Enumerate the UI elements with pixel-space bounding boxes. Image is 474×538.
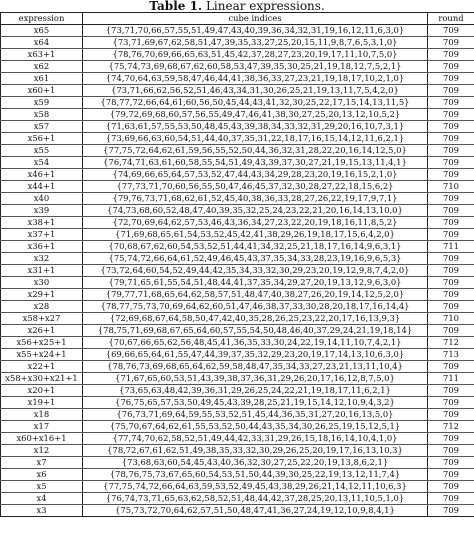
caption-text: Linear expressions. (205, 0, 325, 12)
round-cell: 709 (428, 469, 474, 481)
table-row (1, 97, 474, 109)
expression-cell: x7 (1, 457, 83, 469)
round-cell: 709 (428, 73, 474, 85)
cube-indices-cell: {78,77,72,66,64,61,60,56,50,45,44,43,41,32,30,25,22,17,15,14,13,11,5} (83, 97, 428, 109)
cube-indices-cell: {73,72,64,60,54,52,49,44,42,35,34,33,32,30,29,23,20,19,12,9,8,7,4,2,0} (83, 265, 428, 277)
cube-indices-cell: {73,71,69,67,62,58,51,47,39,35,33,27,25,20,15,11,9,8,7,6,5,3,1,0} (83, 37, 428, 49)
table-caption (0, 0, 474, 12)
expression-cell: x58+x27 (1, 313, 83, 325)
table-row (1, 505, 474, 517)
cube-indices-cell: {73,68,63,60,54,45,43,40,36,32,30,27,25,22,20,19,13,8,6,2,1} (83, 457, 428, 469)
round-cell: 709 (428, 61, 474, 73)
round-cell: 709 (428, 109, 474, 121)
round-cell: 710 (428, 313, 474, 325)
cube-indices-cell: {79,72,69,68,60,57,56,55,49,47,46,41,38,30,27,25,20,13,12,10,5,2} (83, 109, 428, 121)
header-row (1, 13, 474, 25)
table-row (1, 85, 474, 97)
table-row (1, 301, 474, 313)
expression-cell: x31+1 (1, 265, 83, 277)
round-cell: 709 (428, 169, 474, 181)
table-row (1, 421, 474, 433)
table-row (1, 313, 474, 325)
table-row (1, 397, 474, 409)
table-row (1, 265, 474, 277)
cube-indices-cell: {72,69,68,67,64,58,50,47,42,40,35,28,26,25,23,22,20,17,16,13,9,3} (83, 313, 428, 325)
round-cell: 709 (428, 433, 474, 445)
cube-indices-cell: {72,70,69,64,62,57,53,46,43,36,34,27,23,22,20,19,18,16,11,8,5,2} (83, 217, 428, 229)
round-cell: 709 (428, 25, 474, 37)
cube-indices-cell: {78,77,75,73,70,69,64,62,60,51,47,46,38,37,33,30,28,20,18,17,16,14,4} (83, 301, 428, 313)
round-cell: 709 (428, 85, 474, 97)
table-row (1, 457, 474, 469)
round-cell: 709 (428, 97, 474, 109)
round-cell: 711 (428, 373, 474, 385)
expression-cell: x60+x16+1 (1, 433, 83, 445)
round-cell: 709 (428, 457, 474, 469)
round-cell: 709 (428, 253, 474, 265)
cube-indices-cell: {75,74,73,69,68,67,62,60,58,53,47,39,35,30,25,21,19,18,12,7,5,2,1} (83, 61, 428, 73)
cube-indices-cell: {78,76,75,73,67,65,60,54,53,51,50,44,39,30,25,22,19,13,12,11,7,4} (83, 469, 428, 481)
cube-indices-cell: {73,71,70,66,57,55,51,49,47,43,40,39,36,34,32,31,19,16,12,11,6,3,0} (83, 25, 428, 37)
table-row (1, 277, 474, 289)
table-row (1, 109, 474, 121)
round-cell: 710 (428, 181, 474, 193)
expression-cell: x63+1 (1, 49, 83, 61)
cube-indices-cell: {73,69,66,63,60,54,51,44,40,37,35,31,22,18,17,16,15,14,12,11,6,2,1} (83, 133, 428, 145)
round-cell: 709 (428, 265, 474, 277)
round-cell: 709 (428, 409, 474, 421)
table-row (1, 121, 474, 133)
round-cell: 709 (428, 385, 474, 397)
expression-cell: x22+1 (1, 361, 83, 373)
table-row (1, 133, 474, 145)
table-row (1, 349, 474, 361)
expression-cell: x39 (1, 205, 83, 217)
table-row (1, 361, 474, 373)
header-cube-indices: cube indices (83, 13, 428, 25)
expression-cell: x17 (1, 421, 83, 433)
expression-cell: x12 (1, 445, 83, 457)
expression-cell: x56+x25+1 (1, 337, 83, 349)
round-cell: 709 (428, 301, 474, 313)
expression-cell: x65 (1, 25, 83, 37)
round-cell: 709 (428, 445, 474, 457)
expression-cell: x56+1 (1, 133, 83, 145)
table-row (1, 205, 474, 217)
cube-indices-cell: {75,74,72,66,64,61,52,49,46,45,43,37,35,34,33,28,23,19,16,9,6,5,3} (83, 253, 428, 265)
expression-cell: x29+1 (1, 289, 83, 301)
round-cell: 709 (428, 493, 474, 505)
caption-label: Table 1. (149, 0, 203, 12)
expression-cell: x40 (1, 193, 83, 205)
round-cell: 713 (428, 349, 474, 361)
expression-cell: x55+x24+1 (1, 349, 83, 361)
round-cell: 709 (428, 49, 474, 61)
table-row (1, 337, 474, 349)
cube-indices-cell: {71,69,68,65,61,54,53,52,45,42,41,38,29,26,19,18,17,15,6,4,2,0} (83, 229, 428, 241)
table-body (1, 25, 474, 517)
cube-indices-cell: {73,65,63,48,42,39,36,31,29,26,25,24,22,21,19,18,17,11,6,2,1} (83, 385, 428, 397)
header-expression: expression (1, 13, 83, 25)
expression-cell: x44+1 (1, 181, 83, 193)
cube-indices-cell: {78,75,71,69,68,67,65,64,60,57,55,54,50,48,46,40,37,29,24,21,19,18,14} (83, 325, 428, 337)
round-cell: 709 (428, 277, 474, 289)
table-row (1, 409, 474, 421)
table-row (1, 169, 474, 181)
round-cell: 709 (428, 157, 474, 169)
expression-cell: x61 (1, 73, 83, 85)
round-cell: 709 (428, 193, 474, 205)
table-row (1, 49, 474, 61)
cube-indices-cell: {77,75,72,64,62,61,59,56,55,52,50,44,36,32,31,28,22,20,16,14,12,5,0} (83, 145, 428, 157)
round-cell: 709 (428, 217, 474, 229)
table-row (1, 181, 474, 193)
cube-indices-cell: {74,69,66,65,64,57,53,52,47,44,43,34,29,28,23,20,19,16,15,2,1,0} (83, 169, 428, 181)
expression-cell: x54 (1, 157, 83, 169)
table-row (1, 145, 474, 157)
cube-indices-cell: {77,75,74,72,66,64,63,59,53,52,49,45,43,38,29,26,21,14,12,11,10,6,3} (83, 481, 428, 493)
expression-cell: x36+1 (1, 241, 83, 253)
cube-indices-cell: {78,76,70,69,66,65,63,51,45,42,37,28,27,23,20,19,17,11,10,7,5,0} (83, 49, 428, 61)
cube-indices-cell: {78,72,67,61,62,51,49,38,35,33,32,30,29,26,25,20,19,17,16,13,10,3} (83, 445, 428, 457)
cube-indices-cell: {73,71,66,62,56,52,51,46,43,34,31,30,26,25,21,19,13,11,7,5,4,2,0} (83, 85, 428, 97)
cube-indices-cell: {75,70,67,64,62,61,55,53,52,50,44,43,35,34,30,26,25,19,15,12,5,1} (83, 421, 428, 433)
cube-indices-cell: {77,74,70,62,58,52,51,49,44,42,33,31,29,26,15,18,16,14,10,4,1,0} (83, 433, 428, 445)
round-cell: 709 (428, 481, 474, 493)
table-row (1, 229, 474, 241)
round-cell: 712 (428, 421, 474, 433)
expression-cell: x62 (1, 61, 83, 73)
expression-cell: x58+x30+x21+1 (1, 373, 83, 385)
cube-indices-cell: {76,75,65,57,53,50,49,45,43,39,28,25,21,19,15,14,12,10,9,4,3,2} (83, 397, 428, 409)
cube-indices-cell: {76,73,71,69,64,59,55,53,52,51,45,44,36,35,31,27,20,16,13,5,0} (83, 409, 428, 421)
table-row (1, 481, 474, 493)
table-row (1, 325, 474, 337)
table-row (1, 193, 474, 205)
round-cell: 712 (428, 337, 474, 349)
cube-indices-cell: {71,63,61,57,55,53,50,48,45,43,39,38,34,33,32,31,29,20,16,10,7,3,1} (83, 121, 428, 133)
cube-indices-cell: {79,71,65,61,55,54,51,48,44,41,37,35,34,29,27,20,19,13,12,9,6,3,0} (83, 277, 428, 289)
table-row (1, 493, 474, 505)
table-row (1, 445, 474, 457)
round-cell: 709 (428, 505, 474, 517)
expression-cell: x32 (1, 253, 83, 265)
cube-indices-cell: {70,67,66,65,62,56,48,45,41,36,35,33,30,24,22,19,14,11,10,7,4,2,1} (83, 337, 428, 349)
round-cell: 709 (428, 121, 474, 133)
cube-indices-cell: {79,77,71,68,65,64,62,58,57,51,48,47,40,38,27,26,20,19,14,12,5,2,0} (83, 289, 428, 301)
header-round: round (428, 13, 474, 25)
table-row (1, 253, 474, 265)
round-cell: 709 (428, 289, 474, 301)
cube-indices-cell: {74,73,68,60,52,48,47,40,39,35,32,25,24,23,22,21,20,16,14,13,10,0} (83, 205, 428, 217)
cube-indices-cell: {78,76,73,69,68,65,64,62,59,58,48,47,35,34,33,27,23,21,13,11,10,4} (83, 361, 428, 373)
expression-cell: x55 (1, 145, 83, 157)
table-row (1, 37, 474, 49)
cube-indices-cell: {74,70,64,63,59,58,47,46,44,41,38,36,33,27,23,21,19,18,17,10,2,1,0} (83, 73, 428, 85)
expression-cell: x30 (1, 277, 83, 289)
table-row (1, 61, 474, 73)
cube-indices-cell: {76,74,73,71,65,63,62,58,52,51,48,44,42,37,28,25,20,13,11,10,5,1,0} (83, 493, 428, 505)
round-cell: 709 (428, 325, 474, 337)
table-row (1, 373, 474, 385)
table-row (1, 289, 474, 301)
linear-expressions-table (0, 12, 474, 517)
expression-cell: x6 (1, 469, 83, 481)
round-cell: 709 (428, 37, 474, 49)
round-cell: 709 (428, 397, 474, 409)
expression-cell: x20+1 (1, 385, 83, 397)
table-row (1, 25, 474, 37)
round-cell: 709 (428, 205, 474, 217)
table-row (1, 241, 474, 253)
round-cell: 711 (428, 241, 474, 253)
cube-indices-cell: {71,67,65,60,53,51,43,39,38,37,36,31,29,26,20,17,16,12,8,7,5,0} (83, 373, 428, 385)
cube-indices-cell: {75,73,72,70,64,62,57,51,50,48,47,41,36,27,24,19,12,10,9,8,4,1} (83, 505, 428, 517)
round-cell: 709 (428, 229, 474, 241)
round-cell: 709 (428, 133, 474, 145)
table-row (1, 73, 474, 85)
table-row (1, 469, 474, 481)
expression-cell: x37+1 (1, 229, 83, 241)
cube-indices-cell: {69,66,65,64,61,55,47,44,39,37,35,32,29,23,20,19,17,14,13,10,6,3,0} (83, 349, 428, 361)
cube-indices-cell: {79,76,73,71,68,62,61,52,45,40,38,36,33,28,27,26,22,19,17,9,7,1} (83, 193, 428, 205)
cube-indices-cell: {70,68,67,62,60,54,53,52,51,44,41,34,32,25,21,18,17,16,14,9,6,3,1} (83, 241, 428, 253)
cube-indices-cell: {76,74,71,63,61,60,58,55,54,51,49,43,39,37,30,27,21,19,15,13,11,4,1} (83, 157, 428, 169)
round-cell: 709 (428, 145, 474, 157)
expression-cell: x26+1 (1, 325, 83, 337)
table-row (1, 385, 474, 397)
expression-cell: x19+1 (1, 397, 83, 409)
table-row (1, 433, 474, 445)
cube-indices-cell: {77,73,71,70,60,56,55,50,47,46,45,37,32,30,28,27,22,18,15,6,2} (83, 181, 428, 193)
expression-cell: x60+1 (1, 85, 83, 97)
table-row (1, 217, 474, 229)
expression-cell: x5 (1, 481, 83, 493)
expression-cell: x46+1 (1, 169, 83, 181)
expression-cell: x4 (1, 493, 83, 505)
expression-cell: x18 (1, 409, 83, 421)
expression-cell: x57 (1, 121, 83, 133)
expression-cell: x28 (1, 301, 83, 313)
expression-cell: x59 (1, 97, 83, 109)
expression-cell: x38+1 (1, 217, 83, 229)
expression-cell: x64 (1, 37, 83, 49)
expression-cell: x3 (1, 505, 83, 517)
table-row (1, 157, 474, 169)
expression-cell: x58 (1, 109, 83, 121)
round-cell: 709 (428, 361, 474, 373)
